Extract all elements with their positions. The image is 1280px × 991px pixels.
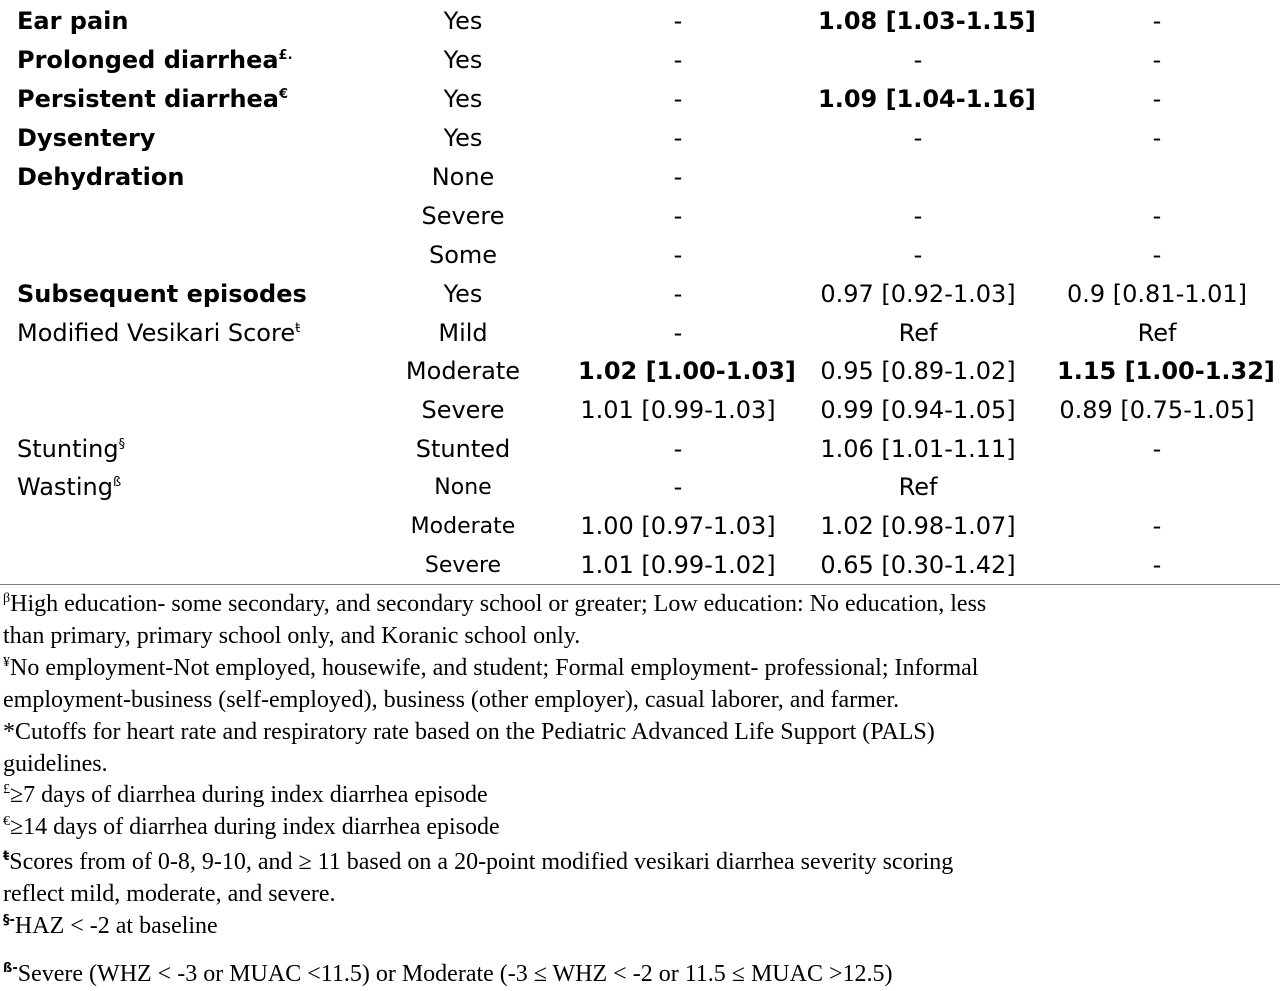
row-label [17, 430, 125, 469]
footnote-text: employment-business (self-employed), business (other employer), casual laborer, and farmer. [3, 687, 900, 713]
category-cell: Severe [421, 202, 505, 230]
footnote-text: Scores from of 0-8, 9-10, and ≥ 11 based on a 20-point modified vesikari diarrhea severity scoring [9, 849, 954, 875]
table-row [0, 352, 1280, 391]
footnote-line [3, 620, 580, 652]
value-cell-3 [1057, 468, 1257, 507]
footnote-mark: § [118, 437, 126, 452]
value-cell-3: - [1152, 241, 1162, 269]
row-label [17, 314, 300, 353]
footnote-text: reflect mild, moderate, and severe. [3, 881, 336, 907]
footnote-symbol: ŧ [3, 849, 10, 864]
category-cell: Yes [443, 85, 483, 113]
row-label [17, 158, 184, 197]
footnote-line [3, 811, 500, 843]
footnote-text: HAZ < -2 at baseline [14, 913, 218, 939]
footnote-symbol: ¥ [3, 655, 10, 670]
value-cell-3: Ref [1137, 319, 1177, 347]
row-label-text: Subsequent episodes [17, 280, 307, 308]
category-cell: Stunted [415, 435, 511, 463]
row-label-text: Modified Vesikari Score [17, 319, 296, 347]
value-cell-3: - [1152, 85, 1162, 113]
footnote-symbol: £ [3, 782, 10, 797]
value-cell-1: 1.00 [0.97-1.03] [580, 512, 776, 540]
footnote-line [3, 716, 935, 748]
footnote-text: ≥7 days of diarrhea during index diarrhea episode [10, 782, 488, 808]
category-cell: Moderate [405, 357, 521, 385]
value-cell-3: - [1152, 512, 1162, 540]
value-cell-2: - [913, 124, 923, 152]
value-cell-2: 1.06 [1.01-1.11] [820, 435, 1016, 463]
value-cell-2: 1.09 [1.04-1.16] [818, 85, 1036, 113]
value-cell-1: - [673, 473, 683, 501]
value-cell-1: 1.01 [0.99-1.02] [580, 551, 776, 579]
footnote-line [3, 846, 953, 878]
footnote-line [3, 910, 218, 942]
value-cell-3 [1057, 158, 1257, 197]
value-cell-3: - [1152, 435, 1162, 463]
footnote-mark: £. [278, 48, 293, 63]
value-cell-1: - [673, 202, 683, 230]
value-cell-2 [818, 158, 1018, 197]
footnote-mark: ß [112, 475, 122, 490]
footnote-line [3, 588, 986, 620]
table-row [0, 80, 1280, 119]
footnote-text: *Cutoffs for heart rate and respiratory rate based on the Pediatric Advanced Life Support (PALS) [3, 719, 935, 745]
row-label-text: Ear pain [17, 7, 129, 35]
table-row [0, 507, 1280, 546]
category-cell: Yes [443, 7, 483, 35]
table-row [0, 275, 1280, 314]
category-cell: Yes [443, 124, 483, 152]
footnote-line [3, 684, 899, 716]
value-cell-1: 1.01 [0.99-1.03] [580, 396, 776, 424]
footnote-symbol: β [3, 591, 11, 606]
category-cell: Severe [421, 396, 505, 424]
table-row [0, 468, 1280, 507]
table-row [0, 430, 1280, 469]
category-cell: None [431, 163, 495, 191]
category-cell: None [434, 475, 492, 500]
value-cell-1: - [673, 319, 683, 347]
table-row [0, 391, 1280, 430]
footnote-symbol: ß- [3, 961, 18, 976]
footnote-text: than primary, primary school only, and Koranic school only. [3, 623, 581, 649]
table-row [0, 2, 1280, 41]
row-label [17, 2, 128, 41]
footnote-text: ≥14 days of diarrhea during index diarrhea episode [10, 814, 500, 840]
value-cell-2: Ref [898, 473, 938, 501]
footnote-line [3, 958, 893, 990]
table-row [0, 236, 1280, 275]
row-label [17, 41, 293, 80]
table-row [0, 158, 1280, 197]
value-cell-3: - [1152, 551, 1162, 579]
row-label-text: Dehydration [17, 163, 185, 191]
category-cell: Some [428, 241, 498, 269]
footnote-text: guidelines. [3, 751, 108, 777]
value-cell-3: - [1152, 202, 1162, 230]
footnote-line [3, 779, 488, 811]
value-cell-2: 1.02 [0.98-1.07] [820, 512, 1016, 540]
row-label-text: Dysentery [17, 124, 156, 152]
value-cell-1: 1.02 [1.00-1.03] [578, 357, 796, 385]
value-cell-1: - [673, 241, 683, 269]
footnote-text: No employment-Not employed, housewife, and student; Formal employment- professional; Informal [10, 655, 979, 681]
row-label-text: Persistent diarrhea [17, 85, 279, 113]
value-cell-3: - [1152, 46, 1162, 74]
value-cell-2: 0.95 [0.89-1.02] [820, 357, 1016, 385]
value-cell-2: - [913, 241, 923, 269]
value-cell-1: - [673, 124, 683, 152]
value-cell-1: - [673, 435, 683, 463]
row-label-text: Stunting [17, 435, 119, 463]
value-cell-3: 0.9 [0.81-1.01] [1066, 280, 1248, 308]
footnote-text: High education- some secondary, and secondary school or greater; Low education: No education, less [10, 591, 987, 617]
value-cell-1: - [673, 280, 683, 308]
footnote-mark: ŧ [295, 321, 301, 336]
value-cell-2: - [913, 46, 923, 74]
value-cell-2: 1.08 [1.03-1.15] [818, 7, 1036, 35]
value-cell-3: 0.89 [0.75-1.05] [1059, 396, 1255, 424]
footnote-line [3, 748, 108, 780]
footnote-mark: € [279, 87, 289, 102]
row-label [17, 275, 307, 314]
row-label-text: Wasting [17, 473, 113, 501]
row-label [17, 119, 155, 158]
value-cell-1: - [673, 163, 683, 191]
row-label [17, 468, 121, 507]
value-cell-1: - [673, 46, 683, 74]
row-label-text: Prolonged diarrhea [17, 46, 279, 74]
value-cell-2: - [913, 202, 923, 230]
footnote-line [3, 652, 978, 684]
value-cell-2: 0.97 [0.92-1.03] [820, 280, 1016, 308]
value-cell-1: - [673, 7, 683, 35]
table-row [0, 41, 1280, 80]
table-row [0, 119, 1280, 158]
value-cell-3: 1.15 [1.00-1.32] [1057, 357, 1275, 385]
category-cell: Moderate [410, 514, 516, 539]
value-cell-3: - [1152, 7, 1162, 35]
table-row [0, 197, 1280, 236]
footnote-symbol: € [3, 814, 10, 829]
value-cell-1: - [673, 85, 683, 113]
table-row [0, 314, 1280, 353]
value-cell-2: Ref [898, 319, 938, 347]
footnote-text: Severe (WHZ < -3 or MUAC <11.5) or Moderate (-3 ≤ WHZ < -2 or 11.5 ≤ MUAC >12.5) [17, 961, 893, 987]
category-cell: Mild [438, 319, 488, 347]
table-row [0, 546, 1280, 585]
value-cell-3: - [1152, 124, 1162, 152]
footnote-symbol: §- [3, 913, 15, 928]
category-cell: Yes [443, 280, 483, 308]
value-cell-2: 0.65 [0.30-1.42] [820, 551, 1016, 579]
category-cell: Yes [443, 46, 483, 74]
value-cell-2: 0.99 [0.94-1.05] [820, 396, 1016, 424]
footnote-line [3, 878, 336, 910]
category-cell: Severe [424, 553, 502, 578]
row-label [17, 80, 288, 119]
